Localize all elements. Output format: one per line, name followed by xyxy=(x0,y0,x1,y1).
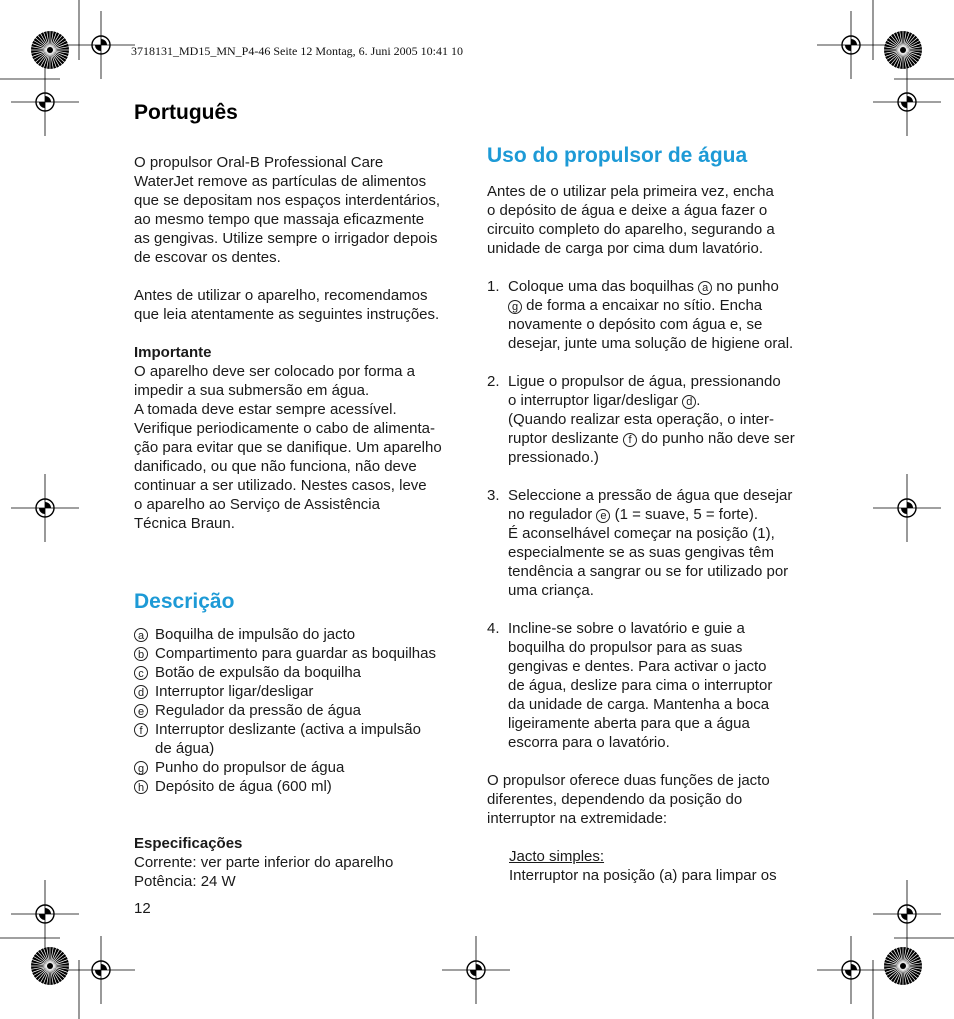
text-line: Técnica Braun. xyxy=(134,515,235,532)
step-text: o interruptor ligar/desligar xyxy=(508,392,683,409)
description-item xyxy=(134,625,469,644)
text-line: circuito completo do aparelho, segurando a xyxy=(487,221,775,238)
text-line: Antes de utilizar o aparelho, recomendamos xyxy=(134,287,428,304)
text-line: que leia atentamente as seguintes instruções. xyxy=(134,306,440,323)
specs-paragraph xyxy=(134,853,469,891)
step-text: . xyxy=(696,392,701,409)
text-line: A tomada deve estar sempre acessível. xyxy=(134,401,397,418)
registration-mark-icon xyxy=(817,11,885,79)
step-text: especialmente se as suas gengivas têm xyxy=(508,544,774,561)
step-text: Ligue o propulsor de água, pressionando xyxy=(508,373,781,390)
instruction-step xyxy=(487,372,832,467)
registration-mark-icon xyxy=(817,936,885,1004)
intro-paragraph xyxy=(134,153,469,267)
description-item-label: Compartimento para guardar as boquilhas xyxy=(155,645,436,662)
step-text: Seleccione a pressão de água que desejar xyxy=(508,487,793,504)
step-text: Incline-se sobre o lavatório e guie a xyxy=(508,620,745,637)
step-text: tendência a sangrar ou se for utilizado por xyxy=(508,563,789,580)
registration-mark-icon xyxy=(11,474,79,542)
text-line: impedir a sua submersão em água. xyxy=(134,382,370,399)
text-line: Verifique periodicamente o cabo de alimenta- xyxy=(134,420,436,437)
usage-intro xyxy=(487,182,832,258)
circled-letter-icon: f xyxy=(623,433,637,447)
text-line: diferentes, dependendo da posição do xyxy=(487,791,743,808)
description-item-label: Punho do propulsor de água xyxy=(155,759,345,776)
step-text: ruptor deslizante xyxy=(508,430,624,447)
text-line: ao mesmo tempo que massaja eficazmente xyxy=(134,211,425,228)
step-text: uma criança. xyxy=(508,582,594,599)
text-line: Corrente: ver parte inferior do aparelho xyxy=(134,854,394,871)
step-number: 3. xyxy=(487,487,500,504)
description-item-label: Depósito de água (600 ml) xyxy=(155,778,332,795)
color-target-icon xyxy=(884,947,922,985)
circled-letter-icon: d xyxy=(682,395,696,409)
description-item-label: Botão de expulsão da boquilha xyxy=(155,664,362,681)
text-line: Antes de o utilizar pela primeira vez, encha xyxy=(487,183,774,200)
text-line: de escovar os dentes. xyxy=(134,249,281,266)
step-text: escorra para o lavatório. xyxy=(508,734,670,751)
step-text: novamente o depósito com água e, se xyxy=(508,316,763,333)
page-number: 12 xyxy=(134,900,151,917)
circled-letter-icon: a xyxy=(134,628,148,642)
step-text: desejar, junte uma solução de higiene oral. xyxy=(508,335,794,352)
color-target-icon xyxy=(31,31,69,69)
text-line: O aparelho deve ser colocado por forma a xyxy=(134,363,415,380)
steps-list xyxy=(487,277,832,771)
step-text: ligeiramente aberta para que a água xyxy=(508,715,750,732)
circled-letter-icon: e xyxy=(134,704,148,718)
printer-slug-line: 3718131_MD15_MN_P4-46 Seite 12 Montag, 6. Juni 2005 10:41 10 xyxy=(131,44,464,58)
description-item xyxy=(134,663,469,682)
specs-heading: Especificações xyxy=(134,835,243,852)
text-line: unidade de carga por cima dum lavatório. xyxy=(487,240,763,257)
important-paragraph xyxy=(134,362,469,533)
circled-letter-icon: b xyxy=(134,647,148,661)
circled-letter-icon: g xyxy=(134,761,148,775)
text-line: Potência: 24 W xyxy=(134,873,236,890)
step-number: 4. xyxy=(487,620,500,637)
instruction-step xyxy=(487,619,832,752)
text-line: o depósito de água e deixe a água fazer o xyxy=(487,202,768,219)
color-target-icon xyxy=(31,947,69,985)
step-text: pressionado.) xyxy=(508,449,599,466)
step-number: 1. xyxy=(487,278,500,295)
step-text: da unidade de carga. Mantenha a boca xyxy=(508,696,770,713)
step-text: boquilha do propulsor para as suas xyxy=(508,639,743,656)
usage-heading: Uso do propulsor de água xyxy=(487,144,748,167)
step-text: gengivas e dentes. Para activar o jacto xyxy=(508,658,767,675)
left-column xyxy=(134,100,469,891)
text-line: interruptor na extremidade: xyxy=(487,810,668,827)
instruction-step xyxy=(487,486,832,600)
functions-paragraph xyxy=(487,771,832,828)
registration-mark-icon xyxy=(442,936,510,1004)
description-item xyxy=(134,701,469,720)
registration-mark-icon xyxy=(67,936,135,1004)
circled-letter-icon: e xyxy=(596,509,610,523)
step-number: 2. xyxy=(487,373,500,390)
step-text: (1 = suave, 5 = forte). xyxy=(610,506,758,523)
step-text: Coloque uma das boquilhas xyxy=(508,278,699,295)
description-item-label: Regulador da pressão de água xyxy=(155,702,361,719)
registration-mark-icon xyxy=(11,68,79,136)
description-item xyxy=(134,720,469,758)
before-use-paragraph xyxy=(134,286,469,324)
language-title: Português xyxy=(134,101,238,124)
step-text: do punho não deve ser xyxy=(637,430,795,447)
description-item xyxy=(134,644,469,663)
registration-mark-icon xyxy=(67,11,135,79)
step-text: no punho xyxy=(712,278,779,295)
text-line: danificado, ou que não funciona, não deve xyxy=(134,458,417,475)
registration-mark-icon xyxy=(873,474,941,542)
circled-letter-icon: d xyxy=(134,685,148,699)
simple-jet-heading: Jacto simples: xyxy=(509,848,605,865)
simple-jet-text: Interruptor na posição (a) para limpar os xyxy=(509,867,777,884)
text-line: O propulsor oferece duas funções de jacto xyxy=(487,772,770,789)
color-target-icon xyxy=(884,31,922,69)
circled-letter-icon: h xyxy=(134,780,148,794)
description-item-label: de água) xyxy=(155,740,215,757)
step-text: no regulador xyxy=(508,506,597,523)
circled-letter-icon: c xyxy=(134,666,148,680)
important-heading: Importante xyxy=(134,344,212,361)
registration-mark-icon xyxy=(873,68,941,136)
description-item xyxy=(134,777,469,796)
text-line: as gengivas. Utilize sempre o irrigador depois xyxy=(134,230,438,247)
instruction-step xyxy=(487,277,832,353)
text-line: continuar a ser utilizado. Nestes casos, leve xyxy=(134,477,427,494)
description-item-label: Interruptor ligar/desligar xyxy=(155,683,314,700)
description-item xyxy=(134,682,469,701)
description-item-label: Boquilha de impulsão do jacto xyxy=(155,626,356,643)
step-text: (Quando realizar esta operação, o inter- xyxy=(508,411,774,428)
text-line: WaterJet remove as partículas de alimentos xyxy=(134,173,427,190)
circled-letter-icon: g xyxy=(508,300,522,314)
text-line: que se depositam nos espaços interdentários, xyxy=(134,192,441,209)
circled-letter-icon: f xyxy=(134,723,148,737)
circled-letter-icon: a xyxy=(698,281,712,295)
step-text: de água, deslize para cima o interruptor xyxy=(508,677,773,694)
text-line: ção para evitar que se danifique. Um aparelho xyxy=(134,439,442,456)
step-text: de forma a encaixar no sítio. Encha xyxy=(522,297,763,314)
description-item xyxy=(134,758,469,777)
description-heading: Descrição xyxy=(134,590,235,613)
right-column xyxy=(487,143,832,885)
description-list xyxy=(134,625,469,796)
step-text: É aconselhável começar na posição (1), xyxy=(508,525,775,542)
text-line: o aparelho ao Serviço de Assistência xyxy=(134,496,380,513)
description-item-label: Interruptor deslizante (activa a impulsão xyxy=(155,721,421,738)
text-line: O propulsor Oral-B Professional Care xyxy=(134,154,384,171)
